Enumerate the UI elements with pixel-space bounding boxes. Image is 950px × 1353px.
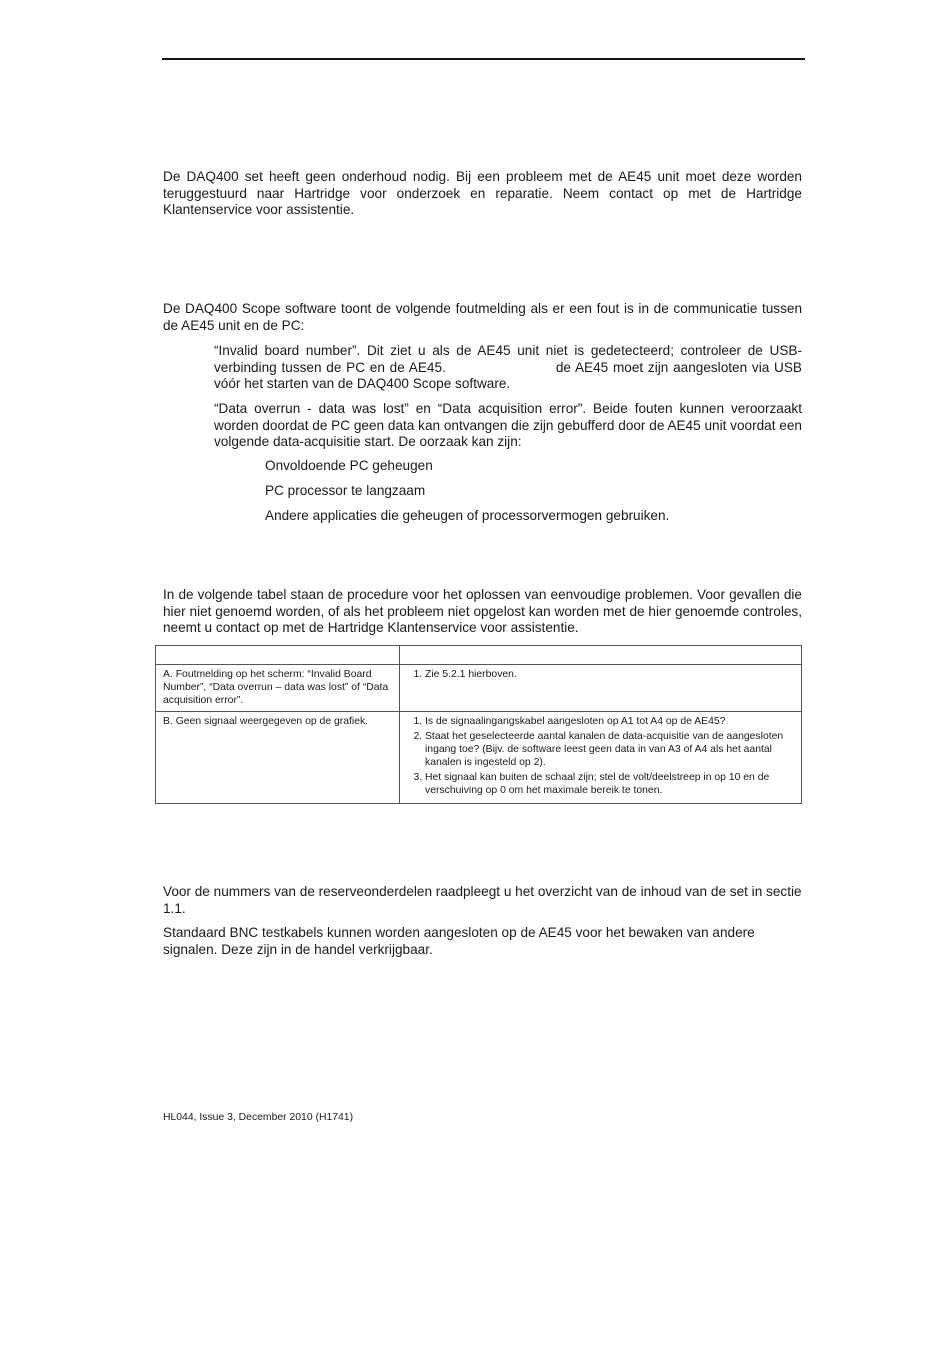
check-item: 1. Zie 5.2.1 hierboven. bbox=[425, 668, 794, 681]
table-row bbox=[156, 665, 802, 712]
problem-cell: A. Foutmelding op het scherm: “Invalid Board Number”, “Data overrun – data was lost” of “Data acquisition error”. bbox=[156, 665, 400, 712]
footer-document-id: HL044, Issue 3, December 2010 (H1741) bbox=[163, 1112, 354, 1123]
error-item-invalid-board bbox=[214, 343, 802, 393]
troubleshooting-intro-paragraph: In de volgende tabel staan de procedure voor het oplossen van eenvoudige problemen. Voor gevallen die hier niet genoemd worden, of als het probleem niet opgelost kan worden met de hier genoemde controles, neemt u contact op met de Hartridge Klantenservice voor assistentie. bbox=[163, 587, 802, 636]
cause-item: Andere applicaties die geheugen of processorvermogen gebruiken. bbox=[265, 508, 670, 523]
bnc-cables-paragraph: Standaard BNC testkabels kunnen worden aangesloten op de AE45 voor het bewaken van andere signalen. Deze zijn in de handel verkrijgbaar. bbox=[163, 925, 755, 957]
check-item: 3. Het signaal kan buiten de schaal zijn; stel de volt/deelstreep in op 10 en de verschuiving op 0 om het maximale bereik te tonen. bbox=[425, 771, 794, 797]
spares-paragraph: Voor de nummers van de reserveonderdelen raadpleegt u het overzicht van de inhoud van de set in sectie 1.1. bbox=[163, 884, 802, 916]
check-item: 2. Staat het geselecteerde aantal kanalen de data-acquisitie van de aangesloten ingang toe? (Bijv. de software leest geen data in van A3 of A4 als het aantal kanalen is ingesteld op 2). bbox=[425, 730, 794, 769]
table-row bbox=[156, 712, 802, 804]
cause-item: PC processor te langzaam bbox=[265, 483, 426, 498]
table-header-row bbox=[156, 646, 802, 665]
checks-cell bbox=[400, 712, 802, 804]
error-item-data-overrun: “Data overrun - data was lost” en “Data acquisition error”. Beide fouten kunnen veroorzaakt worden doordat de PC geen data kan ontvangen die zijn gebufferd door de AE45 unit voordat een volgende data-acquisitie start. De oorzaak kan zijn: bbox=[214, 401, 802, 450]
maintenance-paragraph: De DAQ400 set heeft geen onderhoud nodig. Bij een probleem met de AE45 unit moet deze worden teruggestuurd naar Hartridge voor onderzoek en reparatie. Neem contact op met de Hartridge Klantenservice voor assistentie. bbox=[163, 169, 802, 218]
check-item: 1. Is de signaalingangskabel aangesloten op A1 tot A4 op de AE45? bbox=[425, 715, 794, 728]
table-header-cell bbox=[400, 646, 802, 665]
errors-intro-paragraph: De DAQ400 Scope software toont de volgende foutmelding als er een fout is in de communicatie tussen de AE45 unit en de PC: bbox=[163, 301, 802, 333]
error-item-invalid-board-text: “Invalid board number”. Dit ziet u als de AE45 unit niet is gedetecteerd; controleer de USB-verbinding tussen de PC en de AE45. bbox=[214, 343, 802, 375]
troubleshooting-table bbox=[155, 645, 802, 804]
cause-item: Onvoldoende PC geheugen bbox=[265, 458, 433, 473]
checks-cell bbox=[400, 665, 802, 712]
problem-cell: B. Geen signaal weergegeven op de grafiek. bbox=[156, 712, 400, 804]
table-header-cell bbox=[156, 646, 400, 665]
header-rule bbox=[162, 58, 805, 60]
error-item-invalid-board-note: de AE45 moet zijn aangesloten via USB vóór het starten van de DAQ400 Scope software. bbox=[214, 359, 802, 392]
